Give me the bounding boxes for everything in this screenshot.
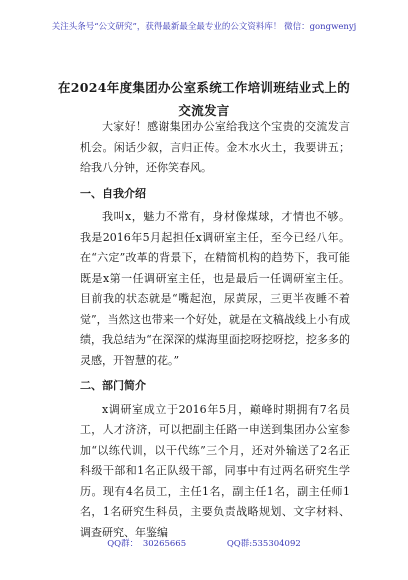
promo-banner: 关注头条号“公文研究”，获得最新最全最专业的公文资料库！ 微信：gongwenyj (51, 22, 357, 32)
section-paragraph-intro: 我叫x，魅力不常有，身材像煤球，才情也不够。我是2016年5月起担任x调研室主任，至今已经八年。在“六定”改革的背景下，在精简机构的趋势下，我可能既是x第一任调研室主任，也是最后一任调研室主任。目前我的状态就是“嘴起泡，尿黄尿，三更半夜睡不着觉”，当然这也带来一个好处，就是在文稿战线上小有成绩，我总结为“在深深的煤海里面挖呀挖呀挖，挖多多的灵感，开智慧的花。” (80, 210, 350, 367)
document-title: 在2024年度集团办公室系统工作培训班结业式上的交流发言 (58, 80, 350, 118)
qq-group-left: QQ群： 30265665 (107, 539, 187, 549)
section-heading-department: 二、部门简介 (80, 379, 146, 392)
qq-group-right: QQ群:535304092 (226, 539, 301, 549)
footer-contact (0, 537, 408, 549)
section-heading-intro: 一、自我介绍 (80, 186, 146, 200)
document-body (80, 117, 350, 543)
section-paragraph-department: x调研室成立于2016年5月，巅峰时期拥有7名员工，人才济济，可以把副主任路一申送到集团办公室参加“以练代训，以干代练”三个月，还对外输送了2名正科级干部和1名正队级干部，同事中有过两名研究生学历。现有4名员工，主任1名，副主任1名，副主任师1名，1名研究生科员，主要负责战略规划、文字材料、调查研究、年鉴编 (80, 402, 350, 539)
opening-paragraph: 大家好！感谢集团办公室给我这个宝贵的交流发言机会。闲话少叙，言归正传。金木水火土，我要讲五；给我八分钟，还你笑春风。 (80, 120, 350, 174)
